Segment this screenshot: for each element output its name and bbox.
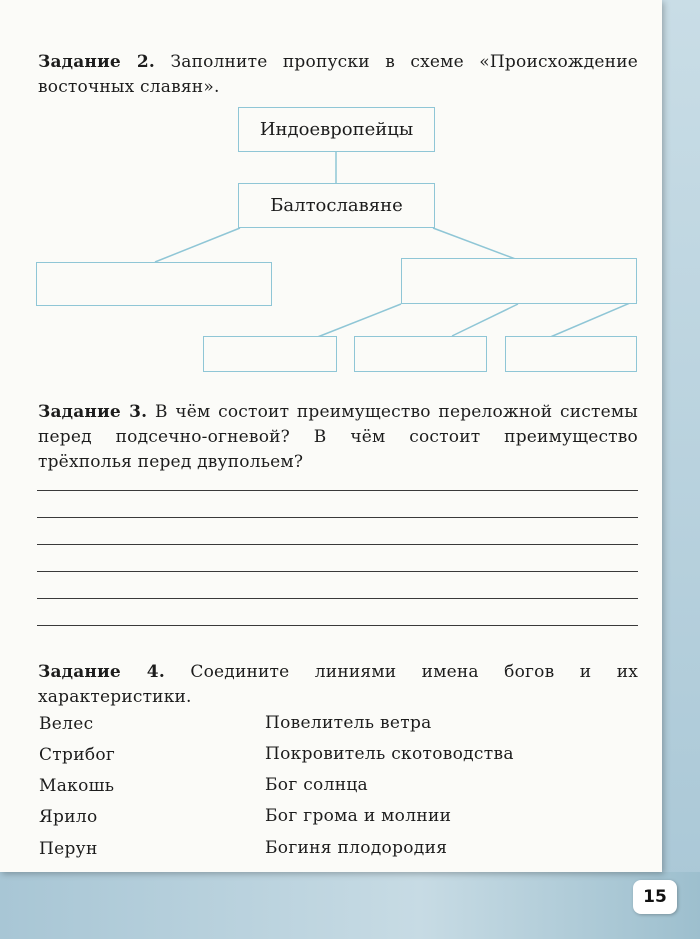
- trait-thunder-god[interactable]: Бог грома и молнии: [265, 806, 452, 826]
- scheme-box-balto-slavs: [238, 183, 435, 228]
- answer-line[interactable]: [37, 544, 638, 545]
- god-name-veles[interactable]: Велес: [39, 714, 94, 734]
- task-4-body: Соедините линиями имена богов и их характеристики.: [38, 662, 639, 707]
- trait-fertility-goddess[interactable]: Богиня плодородия: [265, 838, 448, 858]
- backdrop-shape-bottom: [0, 872, 700, 939]
- task-3-text: [38, 400, 638, 475]
- scheme-blank-left[interactable]: [36, 262, 272, 306]
- scheme-blank-right[interactable]: [401, 258, 637, 304]
- god-name-makosh[interactable]: Макошь: [39, 776, 115, 796]
- scheme-blank-sub-1[interactable]: [203, 336, 337, 372]
- task-3-body: В чём состоит преимущество переложной системы перед подсечно-огневой? В чём состоит преимущество трёхполья перед двупольем?: [38, 402, 638, 472]
- scheme-blank-sub-2[interactable]: [354, 336, 487, 372]
- god-name-yarilo[interactable]: Ярило: [39, 807, 98, 827]
- task-2-body: Заполните пропуски в схеме «Происхождение восточных славян».: [38, 52, 639, 97]
- trait-wind-lord[interactable]: Повелитель ветра: [265, 713, 432, 733]
- trait-cattle-patron[interactable]: Покровитель скотоводства: [265, 744, 514, 764]
- scheme-box-balto-slavs-label: Балтославяне: [270, 195, 403, 216]
- task-4-label: Задание 4.: [38, 662, 165, 682]
- task-3-label: Задание 3.: [38, 402, 148, 422]
- task-4-text: [38, 660, 638, 710]
- god-name-stribog[interactable]: Стрибог: [39, 745, 116, 765]
- god-name-perun[interactable]: Перун: [39, 839, 98, 859]
- answer-line[interactable]: [37, 490, 638, 491]
- scheme-box-indo-europeans: [238, 107, 435, 152]
- task-2-label: Задание 2.: [38, 52, 155, 72]
- trait-sun-god[interactable]: Бог солнца: [265, 775, 368, 795]
- answer-line[interactable]: [37, 625, 638, 626]
- scheme-blank-sub-3[interactable]: [505, 336, 637, 372]
- answer-line[interactable]: [37, 571, 638, 572]
- answer-line[interactable]: [37, 598, 638, 599]
- page-number: 15: [633, 880, 677, 914]
- answer-line[interactable]: [37, 517, 638, 518]
- scheme-box-indo-europeans-label: Индоевропейцы: [259, 119, 414, 140]
